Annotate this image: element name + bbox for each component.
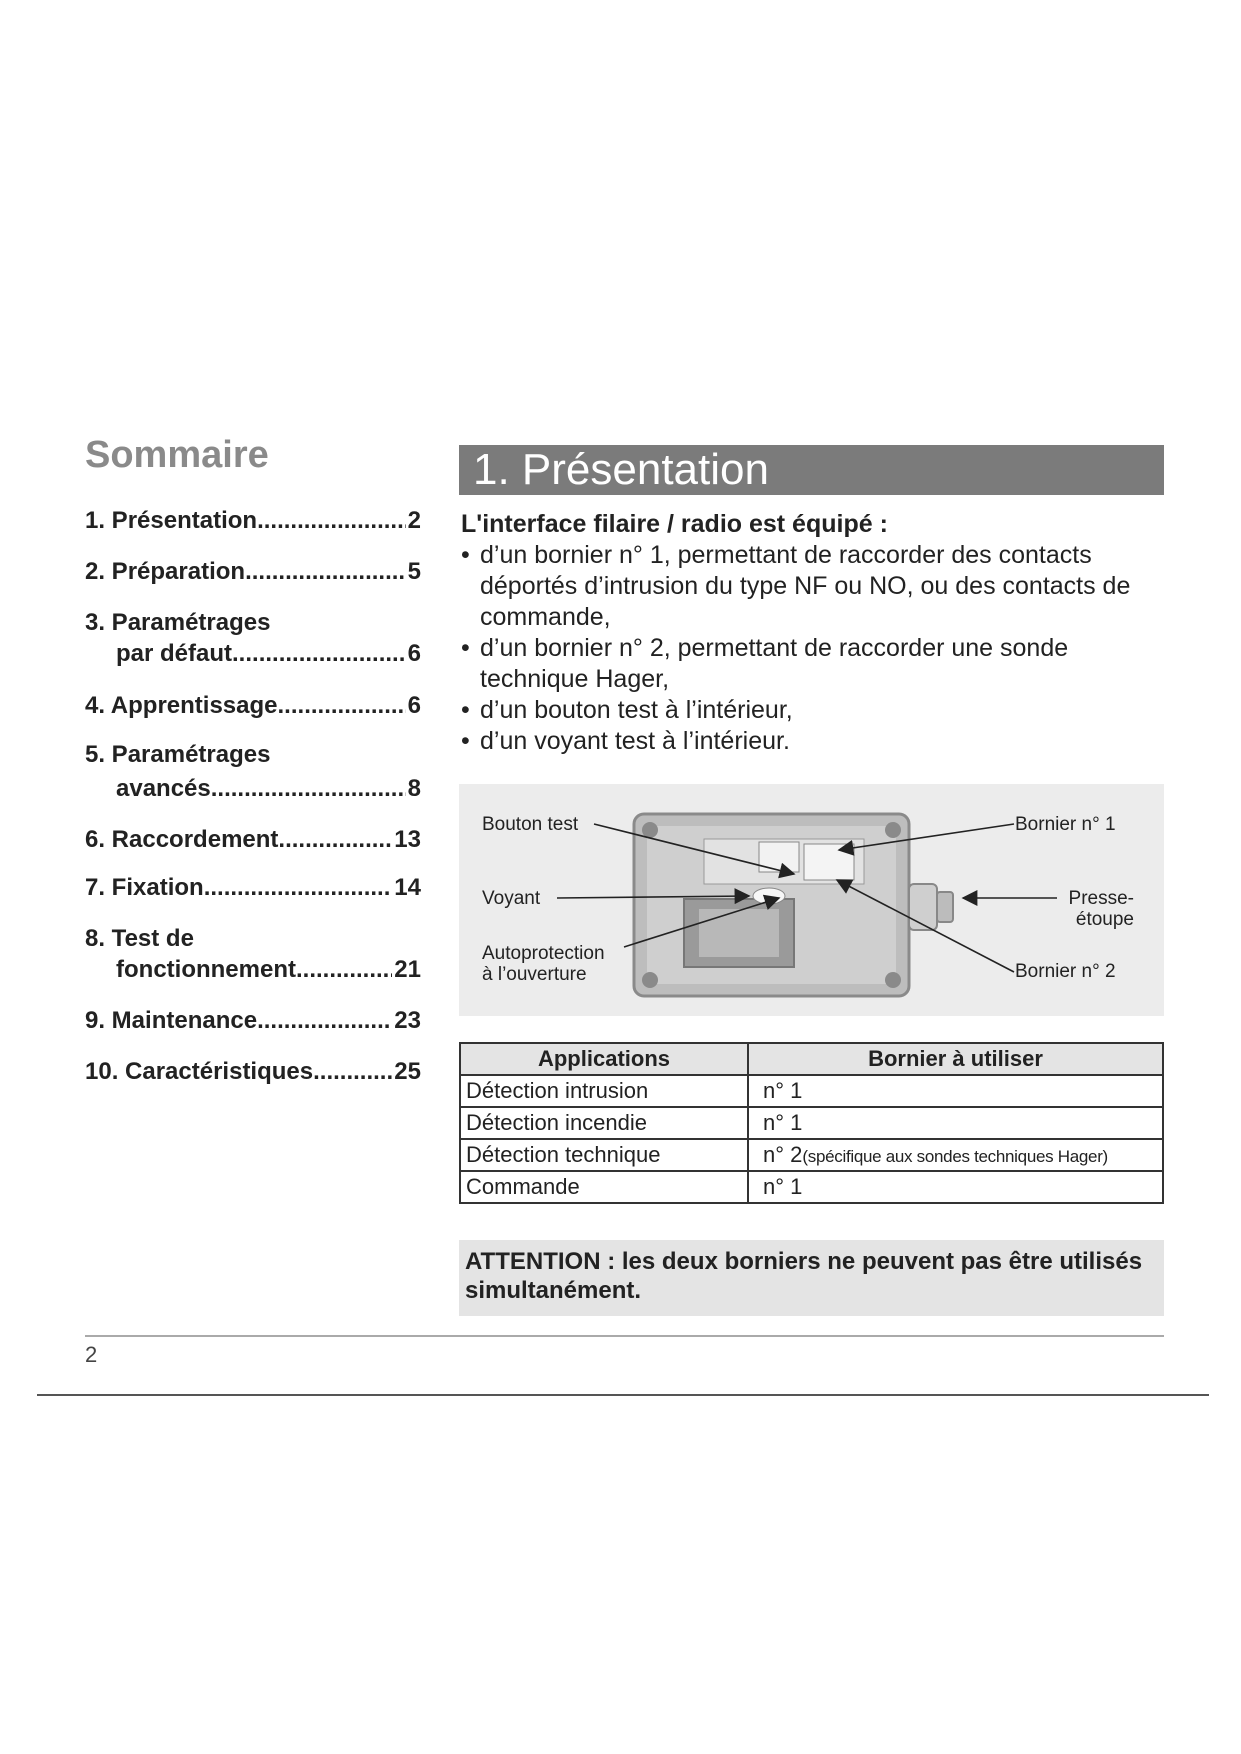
table-row: [460, 1171, 1163, 1203]
toc-item-label: 4. Apprentissage: [85, 692, 278, 719]
bornier-value: n° 2: [763, 1142, 803, 1167]
label-presse-l2: étoupe: [1075, 909, 1134, 930]
intro-title: L'interface filaire / radio est équipé :: [461, 510, 888, 538]
label-bornier-1: Bornier n° 1: [1015, 814, 1116, 835]
table-row: [460, 1075, 1163, 1107]
toc-item-label-cont: fonctionnement...: [116, 956, 316, 983]
toc-item-page: 6: [407, 692, 421, 719]
toc-item-page: 21: [394, 956, 421, 983]
app-cell: Détection technique: [460, 1139, 748, 1171]
label-autoprotection: [482, 943, 605, 985]
bornier-value: n° 1: [763, 1110, 803, 1135]
toc-item-label: 1. Présentation: [85, 507, 258, 534]
footer-divider: [85, 1335, 1164, 1337]
toc-item[interactable]: [85, 1056, 421, 1087]
toc-item-page: 25: [394, 1058, 421, 1085]
toc-item-page: 5: [407, 558, 421, 585]
table-row: [460, 1139, 1163, 1171]
attention-note: ATTENTION : les deux borniers ne peuvent pas être utilisés simultanément.: [459, 1240, 1164, 1316]
toc-item[interactable]: [85, 923, 421, 985]
column-header: Applications: [460, 1043, 748, 1075]
column-header: Bornier à utiliser: [748, 1043, 1163, 1075]
label-autoprotection-l2: à l’ouverture: [482, 964, 587, 985]
label-voyant: Voyant: [482, 888, 541, 909]
toc-item-page: 6: [407, 640, 421, 667]
toc-item-label: 6. Raccordement: [85, 826, 279, 853]
list-item: • d’un bornier n° 1, permettant de raccorder des contacts déportés d’intrusion du type NF ou NO, ou des contacts de commande,: [461, 540, 1161, 633]
bornier-note: (spécifique aux sondes techniques Hager): [802, 1147, 1108, 1166]
toc-item-label-cont: avancés: [116, 775, 211, 802]
page-bottom-rule: [37, 1394, 1209, 1396]
bornier-value: n° 1: [763, 1174, 803, 1199]
list-item: • d’un bouton test à l’intérieur,: [461, 695, 1161, 726]
label-bornier-2: Bornier n° 2: [1015, 961, 1116, 982]
toc-item[interactable]: [85, 607, 421, 669]
toc-item-page: 23: [394, 1007, 421, 1034]
label-presse-l1: Presse-: [1068, 888, 1134, 909]
section-title: 1. Présentation: [459, 445, 1164, 495]
device-photo-figure: [459, 784, 1164, 1016]
toc-item-label: 3. Paramétrages: [85, 609, 271, 636]
page-number: 2: [85, 1342, 98, 1367]
toc-item[interactable]: [85, 505, 421, 536]
applications-table: [459, 1042, 1164, 1204]
toc-item[interactable]: [85, 739, 421, 804]
table-header-row: [460, 1043, 1163, 1075]
toc-item-label: 7. Fixation: [85, 874, 204, 901]
app-cell: Détection intrusion: [460, 1075, 748, 1107]
toc-item-label: 5. Paramétrages: [85, 741, 271, 768]
label-autoprotection-l1: Autoprotection: [482, 943, 605, 964]
table-row: [460, 1107, 1163, 1139]
bornier-cell: [748, 1107, 1163, 1139]
label-presse-etoupe: [1069, 888, 1134, 930]
toc-item[interactable]: [85, 556, 421, 587]
toc-item-page: 14: [394, 874, 421, 901]
label-bouton-test: Bouton test: [482, 814, 579, 835]
toc-item-page: 13: [394, 826, 421, 853]
toc-item-label: 9. Maintenance: [85, 1007, 258, 1034]
toc-item[interactable]: [85, 690, 421, 721]
toc-item-label-cont: par défaut: [116, 640, 233, 667]
toc-title: Sommaire: [85, 434, 269, 476]
list-item: • d’un voyant test à l’intérieur.: [461, 726, 1161, 757]
toc-item-page: 2: [407, 507, 421, 534]
toc-item[interactable]: [85, 872, 421, 903]
bornier-value: n° 1: [763, 1078, 803, 1103]
toc-item[interactable]: [85, 824, 421, 855]
feature-list: [461, 540, 1161, 757]
toc-item-label: 2. Préparation: [85, 558, 246, 585]
bornier-cell: [748, 1171, 1163, 1203]
app-cell: Détection incendie: [460, 1107, 748, 1139]
app-cell: Commande: [460, 1171, 748, 1203]
toc-item[interactable]: [85, 1005, 421, 1036]
intro-block: [461, 509, 1161, 757]
bornier-cell: [748, 1075, 1163, 1107]
toc-item-label: 8. Test de: [85, 925, 194, 952]
list-item: • d’un bornier n° 2, permettant de raccorder une sonde technique Hager,: [461, 633, 1161, 695]
toc-item-page: 8: [407, 775, 421, 802]
toc-item-label: 10. Caractéristiques: [85, 1058, 314, 1085]
bornier-cell: [748, 1139, 1163, 1171]
